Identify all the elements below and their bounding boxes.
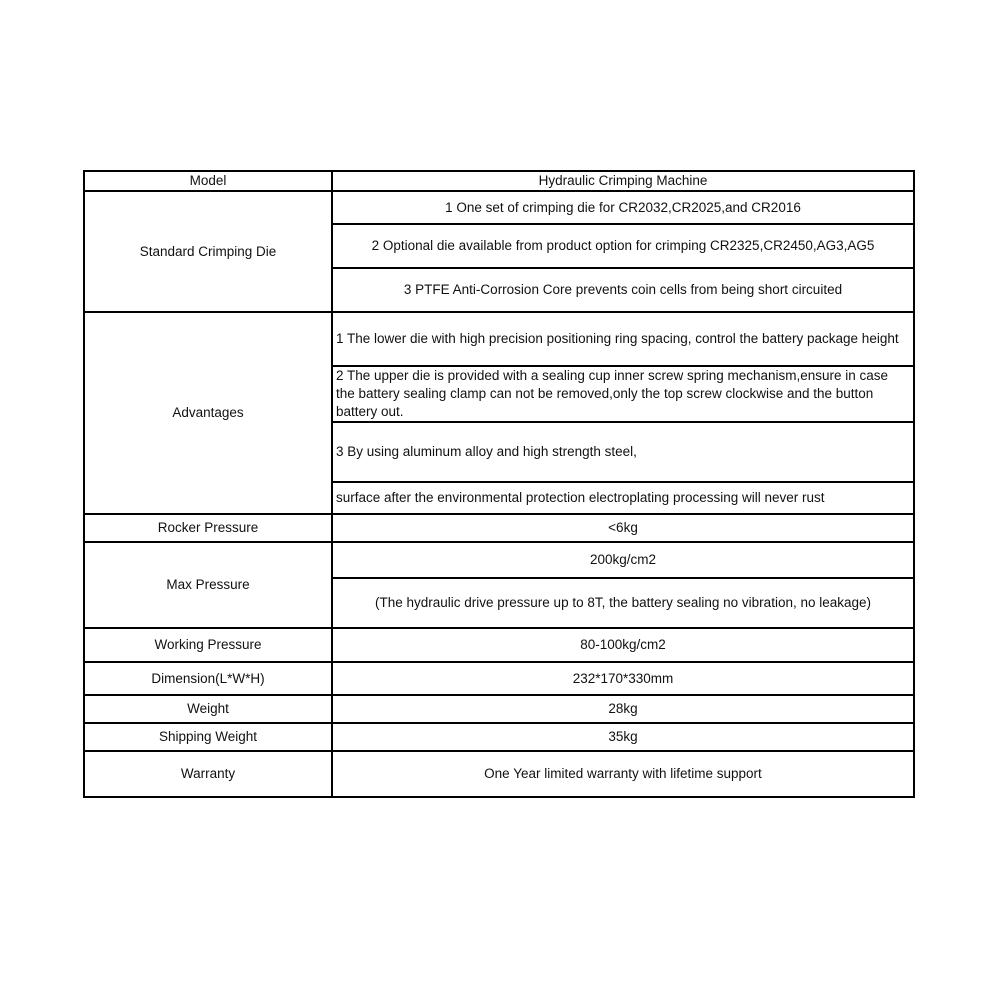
model-label: Model xyxy=(84,171,332,191)
max-pressure-value: 200kg/cm2 xyxy=(332,542,914,578)
advantages-label: Advantages xyxy=(84,312,332,514)
weight-label: Weight xyxy=(84,695,332,723)
row-rocker-pressure xyxy=(84,514,914,542)
standard-die-label: Standard Crimping Die xyxy=(84,191,332,312)
standard-die-item: 2 Optional die available from product option for crimping CR2325,CR2450,AG3,AG5 xyxy=(332,224,914,268)
spec-table xyxy=(83,170,915,798)
shipping-weight-label: Shipping Weight xyxy=(84,723,332,751)
advantage-item: 1 The lower die with high precision positioning ring spacing, control the battery package height xyxy=(332,312,914,366)
warranty-label: Warranty xyxy=(84,751,332,797)
row-max-pressure xyxy=(84,542,914,578)
row-working-pressure xyxy=(84,628,914,662)
row-shipping-weight xyxy=(84,723,914,751)
rocker-pressure-label: Rocker Pressure xyxy=(84,514,332,542)
row-advantages xyxy=(84,312,914,366)
row-weight xyxy=(84,695,914,723)
warranty-value: One Year limited warranty with lifetime support xyxy=(332,751,914,797)
standard-die-item: 1 One set of crimping die for CR2032,CR2025,and CR2016 xyxy=(332,191,914,224)
advantage-item: 2 The upper die is provided with a sealing cup inner screw spring mechanism,ensure in case the battery sealing clamp can not be removed,only the top screw clockwise and the button battery out. xyxy=(332,366,914,422)
row-standard-die xyxy=(84,191,914,224)
advantage-item: 3 By using aluminum alloy and high strength steel, xyxy=(332,422,914,482)
working-pressure-value: 80-100kg/cm2 xyxy=(332,628,914,662)
max-pressure-note: (The hydraulic drive pressure up to 8T, the battery sealing no vibration, no leakage) xyxy=(332,578,914,628)
row-dimension xyxy=(84,662,914,695)
row-warranty xyxy=(84,751,914,797)
weight-value: 28kg xyxy=(332,695,914,723)
row-model xyxy=(84,171,914,191)
standard-die-item: 3 PTFE Anti-Corrosion Core prevents coin cells from being short circuited xyxy=(332,268,914,312)
shipping-weight-value: 35kg xyxy=(332,723,914,751)
dimension-label: Dimension(L*W*H) xyxy=(84,662,332,695)
dimension-value: 232*170*330mm xyxy=(332,662,914,695)
max-pressure-label: Max Pressure xyxy=(84,542,332,628)
model-value: Hydraulic Crimping Machine xyxy=(332,171,914,191)
advantage-item: surface after the environmental protection electroplating processing will never rust xyxy=(332,482,914,514)
working-pressure-label: Working Pressure xyxy=(84,628,332,662)
rocker-pressure-value: <6kg xyxy=(332,514,914,542)
